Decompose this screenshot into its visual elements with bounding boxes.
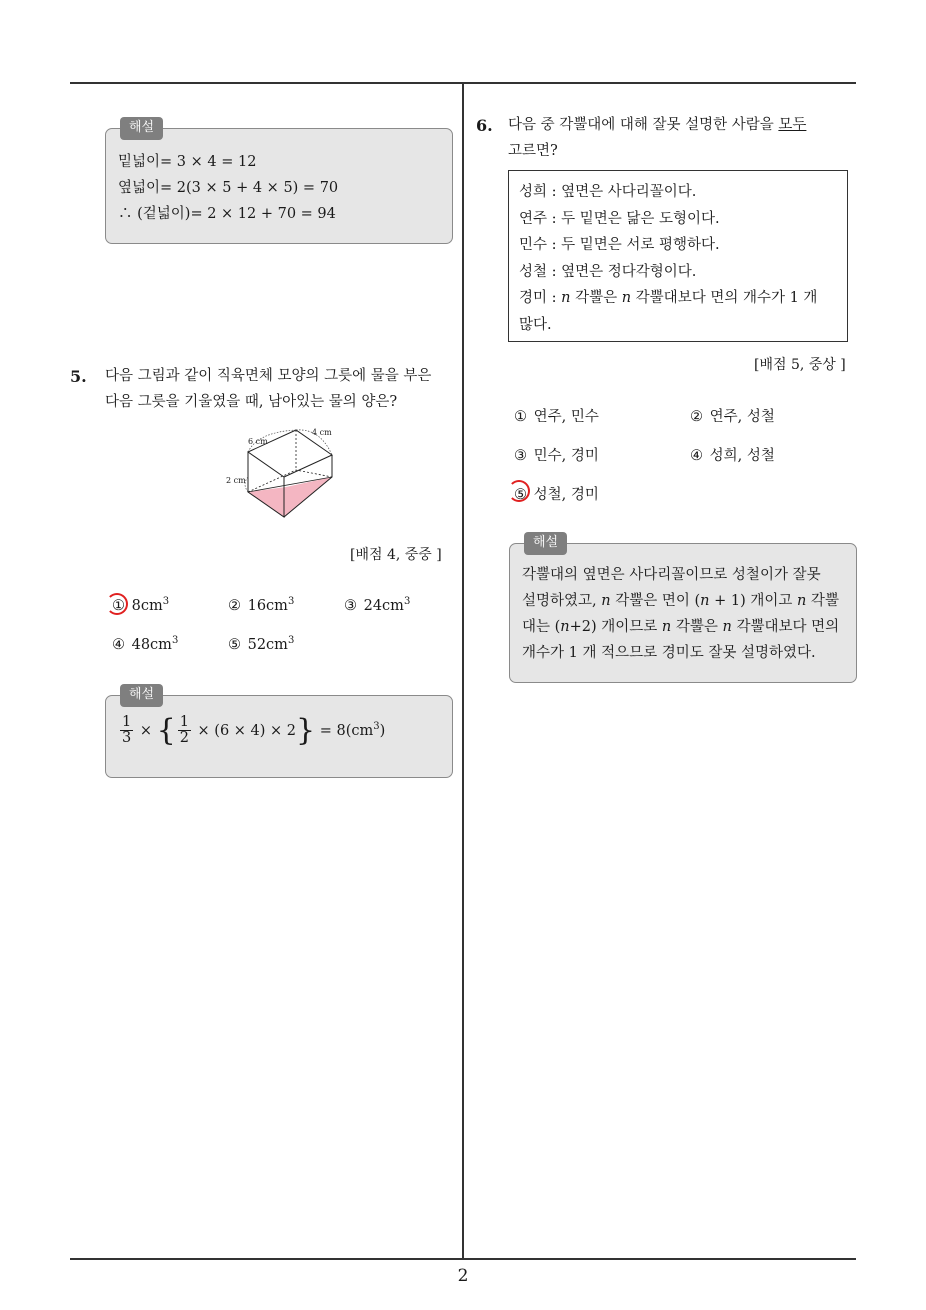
question-number: 5. xyxy=(70,367,87,386)
question-text xyxy=(105,363,455,415)
solution-label: 해설 xyxy=(524,532,567,555)
solution-line: 옆넓이= 2(3 × 5 + 4 × 5) = 70 xyxy=(118,180,339,196)
solution-line: 밑넓이= 3 × 4 = 12 xyxy=(118,154,257,170)
question-text xyxy=(508,112,853,164)
choice-3[interactable]: ③ 민수, 경미 xyxy=(514,448,599,464)
question-text-line: 다음 그림과 같이 직육면체 모양의 그릇에 물을 부은 xyxy=(105,368,432,384)
choice-4[interactable]: ④ 성희, 성철 xyxy=(690,448,775,464)
tilted-container-figure xyxy=(220,422,340,522)
statement-line: 민수 : 두 밑면은 서로 평행하다. xyxy=(519,237,720,253)
q6-solution-box xyxy=(509,535,857,683)
statement-box xyxy=(508,170,848,342)
statement-line: 성희 : 옆면은 사다리꼴이다. xyxy=(519,184,697,200)
solution-label: 해설 xyxy=(120,684,163,707)
choice-1[interactable]: ① $8cm^3$ xyxy=(112,596,170,614)
water-region xyxy=(248,477,332,517)
solution-line: 대는 (n+2) 개이므로 n 각뿔은 n 각뿔대보다 면의 xyxy=(522,619,840,635)
statement-line: 많다. xyxy=(519,316,552,333)
choice-5[interactable]: ⑤ $52cm^3$ xyxy=(228,635,295,653)
statement-line: 연주 : 두 밑면은 닮은 도형이다. xyxy=(519,210,720,227)
choice-4[interactable]: ④ $48cm^3$ xyxy=(112,635,179,653)
statement-line: 성철 : 옆면은 정다각형이다. xyxy=(519,263,697,280)
solution-line: 개수가 1 개 적으므로 경미도 잘못 설명하였다. xyxy=(522,645,816,661)
solution-line: 설명하였고, n 각뿔은 면이 (n + 1) 개이고 n 각뿔 xyxy=(522,593,839,609)
bottom-rule xyxy=(70,1258,856,1260)
solution-line: 각뿔대의 옆면은 사다리꼴이므로 성철이가 잘못 xyxy=(522,567,821,583)
score-difficulty: [배점 5, 중상 ] xyxy=(754,357,846,373)
choice-1[interactable]: ① 연주, 민수 xyxy=(514,409,599,425)
choice-2[interactable]: ② $16cm^3$ xyxy=(228,596,295,614)
fraction: $\frac{1}{2}$ xyxy=(179,714,189,747)
column-divider xyxy=(462,83,464,1258)
page-number: 2 xyxy=(457,1266,469,1286)
fraction: $\frac{1}{3}$ xyxy=(122,714,132,747)
label-6cm: 6 cm xyxy=(248,437,268,446)
choice-3[interactable]: ③ $24cm^3$ xyxy=(344,596,411,614)
choice-5[interactable]: ⑤ 성철, 경미 xyxy=(514,487,599,503)
solution-label: 해설 xyxy=(120,117,163,140)
choice-2[interactable]: ② 연주, 성철 xyxy=(690,409,775,425)
score-difficulty: [배점 4, 중중 ] xyxy=(350,547,442,563)
solution-line: ∴ (겉넓이)= 2 × 12 + 70 = 94 xyxy=(118,206,336,222)
label-2cm: 2 cm xyxy=(226,476,246,485)
question-number: 6. xyxy=(476,116,493,135)
statement-line: 경미 : n 각뿔은 n 각뿔대보다 면의 개수가 1 개 xyxy=(519,290,818,306)
label-4cm: 4 cm xyxy=(312,428,332,437)
prev-solution-box xyxy=(105,120,453,244)
question-text-line: 다음 중 각뿔대에 대해 잘못 설명한 사람을 모두 xyxy=(508,117,807,133)
emphasis-underline: 모두 xyxy=(778,117,807,133)
q5-solution-box xyxy=(105,687,453,778)
question-text-line: 다음 그릇을 기울였을 때, 남아있는 물의 양은? xyxy=(105,394,398,410)
question-text-line: 고르면? xyxy=(508,143,558,159)
solution-formula: $\frac{1}{3}$ × { $\frac{1}{2}$ × $(6 \times 4) \times 2\} = 8(cm^3)$ xyxy=(122,712,386,748)
